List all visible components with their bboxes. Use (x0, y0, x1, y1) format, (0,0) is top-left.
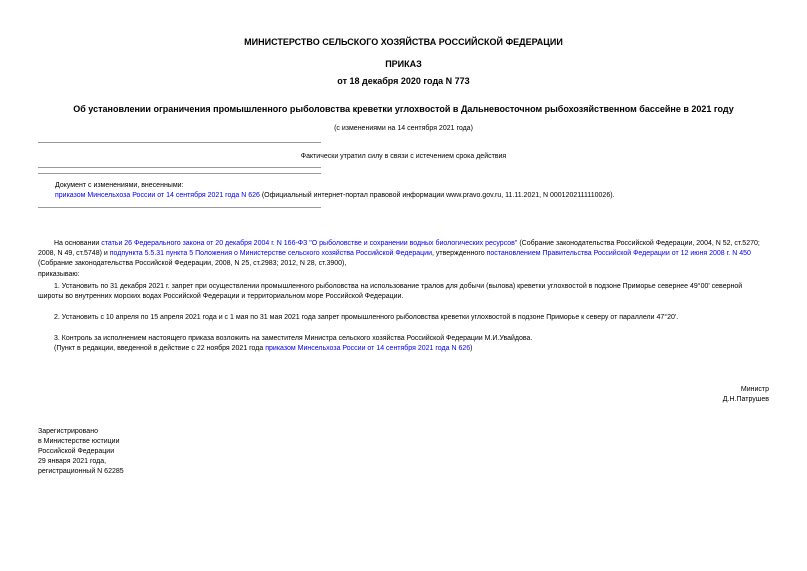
registration-line: в Министерстве юстиции (38, 438, 120, 445)
government-decree-link[interactable]: постановлением Правительства Российской Федерации от 12 июня 2008 г. N 450 (486, 250, 751, 257)
item-3-paragraph: 3. Контроль за исполнением настоящего приказа возложить на заместителя Министра сельского хозяйства Российской Федерации М.И.Увайдова. (54, 335, 533, 342)
item-3-note-text: (Пункт в редакции, введенной в действие с 22 ноября 2021 года (54, 345, 266, 352)
registration-line: Зарегистрировано (38, 428, 98, 435)
basis-paragraph (38, 239, 769, 269)
registration-line: регистрационный N 62285 (38, 468, 124, 475)
item-3-note-link[interactable]: приказом Минсельхоза России от 14 сентября 2021 года N 626 (265, 345, 471, 352)
registration-line: Российской Федерации (38, 448, 115, 455)
signature-name: Д.Н.Патрушев (722, 396, 769, 403)
divider-line (38, 173, 321, 174)
order-word: приказываю: (38, 271, 80, 278)
divider-line (38, 167, 321, 168)
item-1-paragraph: 1. Установить по 31 декабря 2021 г. запрет при осуществлении промышленного рыболовства на использование тралов для добычи (вылова) креветки углохвостой в подзоне Приморье севернее 49°00' северной широты во внутренних морских водах Российской Федерации и территориальном море Российской Федерации. (38, 283, 743, 300)
regulation-link[interactable]: подпункта 5.5.31 пункта 5 Положения о Министерстве сельского хозяйства Российской Федерации (109, 250, 433, 257)
basis-text-2: (Собрание законодательства Российской Федерации, 2004, N 52, ст.5270; 2008, N 49, ст.5748) и (38, 240, 760, 257)
divider-line (38, 142, 321, 143)
federal-law-link[interactable]: статьи 26 Федерального закона от 20 декабря 2004 г. N 166-ФЗ "О рыболовстве и сохранении водных биологических ресурсов" (101, 240, 518, 247)
document-title: Об установлении ограничения промышленного рыболовства креветки углохвостой в Дальневосточном рыбохозяйственном бассейне в 2021 году (73, 104, 734, 114)
changes-line (55, 191, 775, 201)
changes-source: (Официальный интернет-портал правовой информации www.pravo.gov.ru, 11.11.2021, N 0001202111110026). (259, 192, 615, 199)
item-3-note-close: ) (470, 345, 473, 352)
basis-text-1: На основании (54, 240, 102, 247)
item-3-note (54, 344, 769, 354)
ministry-heading: МИНИСТЕРСТВО СЕЛЬСКОГО ХОЗЯЙСТВА РОССИЙСКОЙ ФЕДЕРАЦИИ (244, 37, 563, 47)
status-note: Фактически утратил силу в связи с истечением срока действия (300, 153, 507, 160)
changes-label: Документ с изменениями, внесенными: (55, 182, 184, 189)
revision-note: (с изменениями на 14 сентября 2021 года) (334, 125, 473, 132)
signature-block (723, 385, 769, 405)
doc-type-heading: ПРИКАЗ (385, 59, 422, 69)
basis-text-4: (Собрание законодательства Российской Федерации, 2008, N 25, ст.2983; 2012, N 28, ст.3900), (38, 260, 347, 267)
item-2-paragraph: 2. Установить с 10 апреля по 15 апреля 2021 года и с 1 мая по 31 мая 2021 года запрет промышленного рыболовства креветки углохвостой в подзоне Приморье к северу от параллели 47°20'. (54, 314, 679, 321)
amendment-link[interactable]: приказом Минсельхоза России от 14 сентября 2021 года N 626 (55, 192, 260, 199)
date-number-heading: от 18 декабря 2020 года N 773 (337, 76, 470, 86)
registration-line: 29 января 2021 года, (38, 458, 107, 465)
signature-position: Министр (740, 386, 769, 393)
divider-line (38, 207, 321, 208)
basis-text-3: , утвержденного (432, 250, 487, 257)
changes-block (55, 181, 775, 201)
registration-block (38, 427, 124, 477)
